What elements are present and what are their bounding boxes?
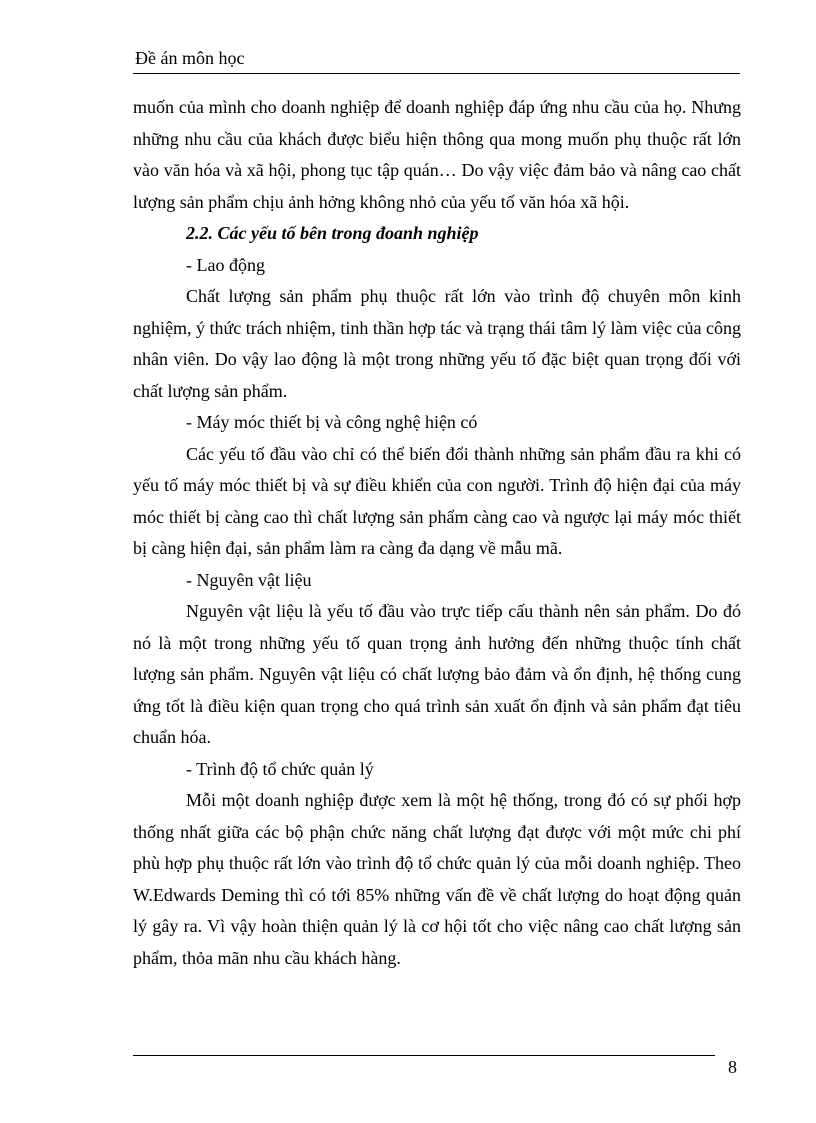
paragraph-labor: Chất lượng sản phẩm phụ thuộc rất lớn vào trình độ chuyên môn kinh nghiệm, ý thức trách nhiệm, tinh thần hợp tác và trạng thái tâm lý làm việc của công nhân viên. Do vậy lao động là một trong những yếu tố đặc biệt quan trọng đối với chất lượng sản phẩm. xyxy=(133,286,741,401)
subheading-labor: - Lao động xyxy=(186,254,265,275)
subheading-management: - Trình độ tổ chức quản lý xyxy=(186,758,374,779)
paragraph-machinery: Các yếu tố đầu vào chỉ có thể biến đổi thành những sản phẩm đầu ra khi có yếu tố máy móc thiết bị và sự điều khiển của con người. Trình độ hiện đại của máy móc thiết bị càng cao thì chất lượng sản phẩm càng cao và ngược lại máy móc thiết bị càng hiện đại, sản phẩm làm ra càng đa dạng về mẫu mã. xyxy=(133,443,741,558)
paragraph-management: Mỗi một doanh nghiệp được xem là một hệ thống, trong đó có sự phối hợp thống nhất giữa các bộ phận chức năng chất lượng đạt được với một mức chi phí phù hợp phụ thuộc rất lớn vào trình độ tổ chức quản lý của mỗi doanh nghiệp. Theo W.Edwards Deming thì có tới 85% những vấn đề về chất lượng do hoạt động quản lý gây ra. Vì vậy hoàn thiện quản lý là cơ hội tốt cho việc nâng cao chất lượng sản phẩm, thỏa mãn nhu cầu khách hàng. xyxy=(133,790,741,968)
document-header-title: Đề án môn học xyxy=(135,48,245,68)
subheading-materials: - Nguyên vật liệu xyxy=(186,569,312,590)
page-number: 8 xyxy=(728,1057,737,1077)
footer-divider xyxy=(133,1055,715,1056)
paragraph-materials: Nguyên vật liệu là yếu tố đầu vào trực tiếp cấu thành nên sản phẩm. Do đó nó là một trong những yếu tố quan trọng ảnh hưởng đến những thuộc tính chất lượng sản phẩm. Nguyên vật liệu có chất lượng bảo đảm và ổn định, hệ thống cung ứng tốt là điều kiện quan trọng cho quá trình sản xuất ổn định và sản phẩm đạt tiêu chuẩn hóa. xyxy=(133,601,741,747)
paragraph-continuation: muốn của mình cho doanh nghiệp để doanh nghiệp đáp ứng nhu cầu của họ. Nhưng những nhu cầu của khách được biểu hiện thông qua mong muốn phụ thuộc rất lớn vào văn hóa và xã hội, phong tục tập quán… Do vậy việc đảm bảo và nâng cao chất lượng sản phẩm chịu ảnh hởng không nhỏ của yếu tố văn hóa xã hội. xyxy=(133,97,741,212)
subheading-machinery: - Máy móc thiết bị và công nghệ hiện có xyxy=(186,412,478,432)
document-body xyxy=(133,92,741,974)
section-heading: 2.2. Các yếu tố bên trong đoanh nghiệp xyxy=(186,223,479,243)
header-divider xyxy=(133,73,740,74)
